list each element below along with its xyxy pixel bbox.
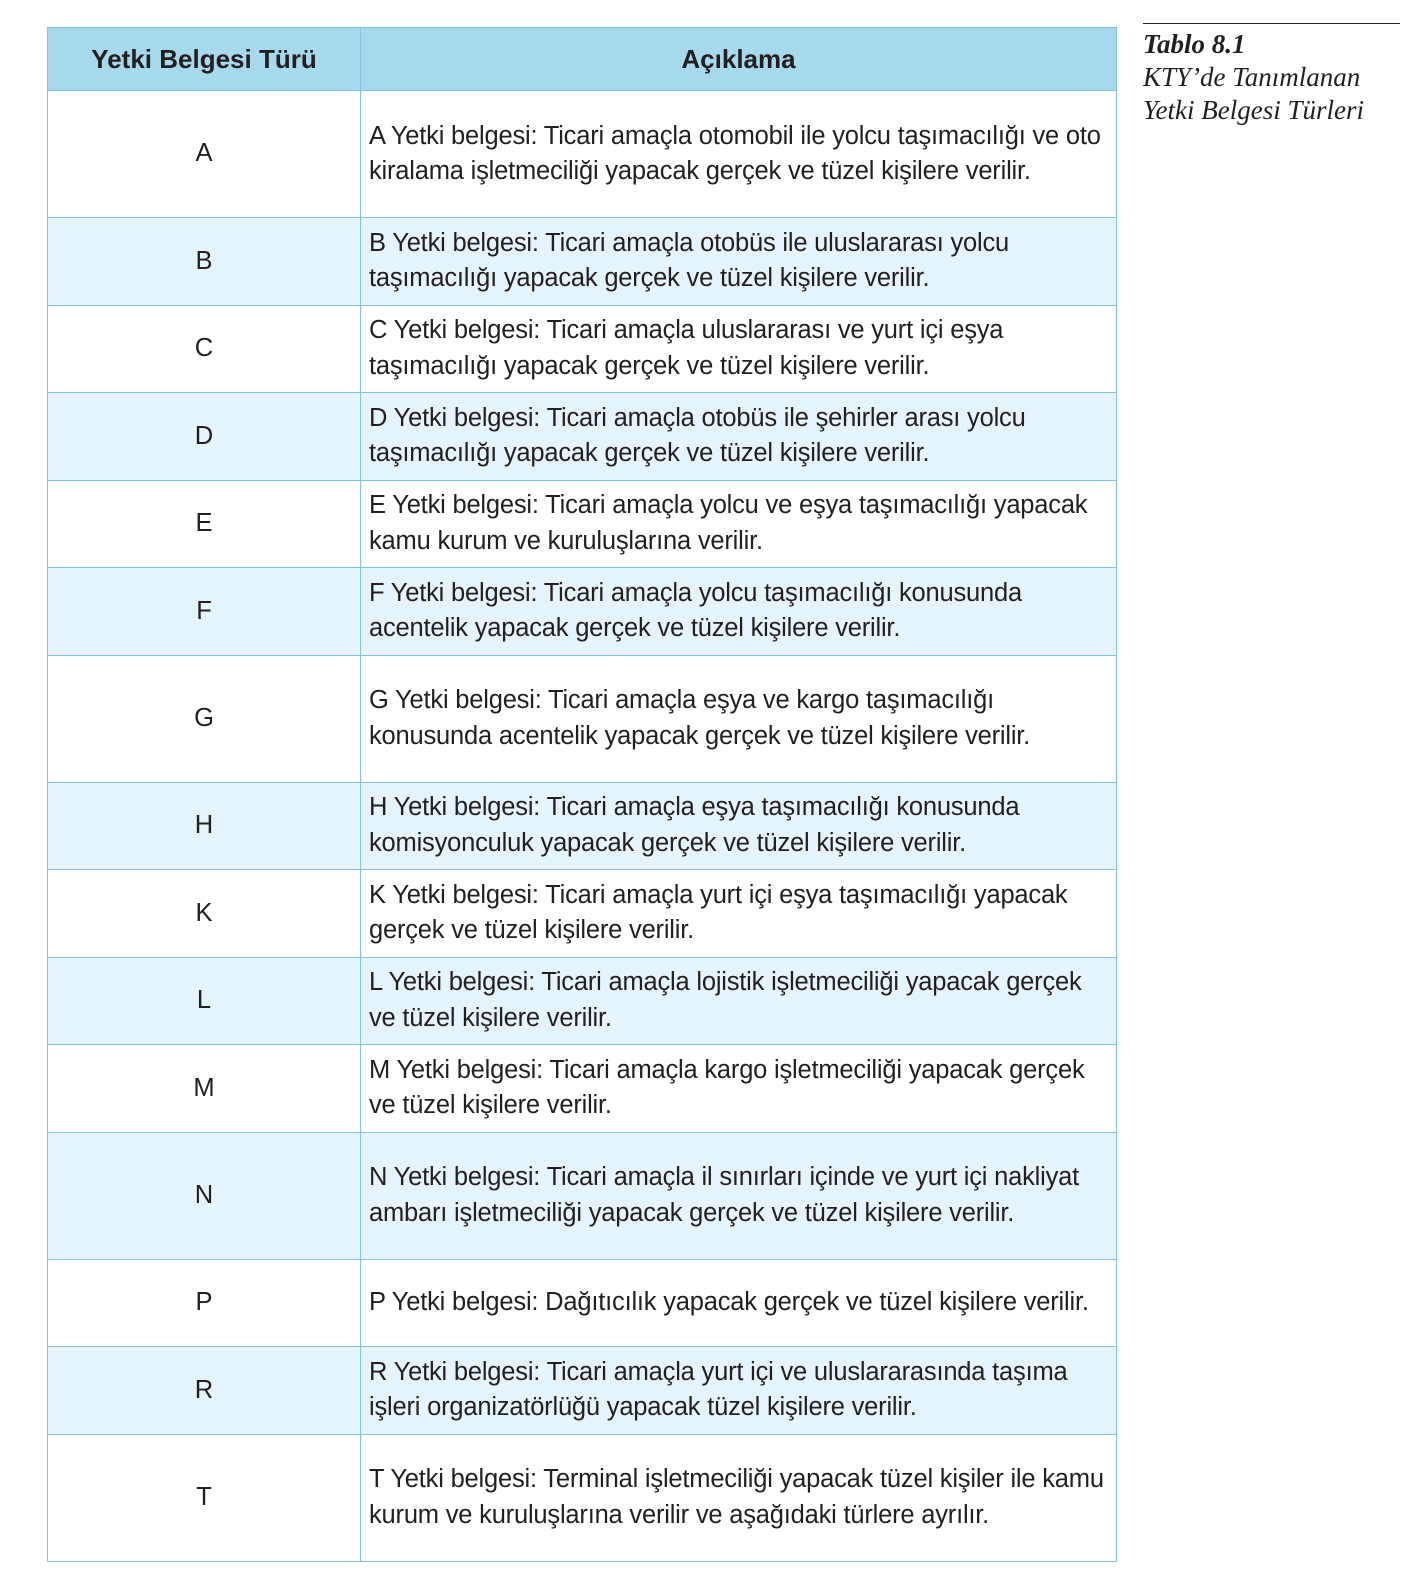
table-row [48, 1132, 1117, 1259]
permit-description-cell: N Yetki belgesi: Ticari amaçla il sınırları içinde ve yurt içi nakliyat ambarı işletmeciliği yapacak gerçek ve tüzel kişilere verilir. [361, 1132, 1117, 1259]
permit-type-cell: N [48, 1132, 361, 1259]
permit-description-cell: D Yetki belgesi: Ticari amaçla otobüs ile şehirler arası yolcu taşımacılığı yapacak gerçek ve tüzel kişilere verilir. [361, 393, 1117, 481]
permit-type-cell: G [48, 655, 361, 782]
permit-description-cell: F Yetki belgesi: Ticari amaçla yolcu taşımacılığı konusunda acentelik yapacak gerçek ve tüzel kişilere verilir. [361, 568, 1117, 656]
permit-description-cell: C Yetki belgesi: Ticari amaçla uluslararası ve yurt içi eşya taşımacılığı yapacak gerçek ve tüzel kişilere verilir. [361, 305, 1117, 393]
permit-description-cell: M Yetki belgesi: Ticari amaçla kargo işletmeciliği yapacak gerçek ve tüzel kişilere verilir. [361, 1045, 1117, 1133]
permit-description-cell: A Yetki belgesi: Ticari amaçla otomobil ile yolcu taşımacılığı ve oto kiralama işletmeciliği yapacak gerçek ve tüzel kişilere verilir. [361, 91, 1117, 218]
permit-type-cell: A [48, 91, 361, 218]
table-row [48, 393, 1117, 481]
permit-description-cell: E Yetki belgesi: Ticari amaçla yolcu ve eşya taşımacılığı yapacak kamu kurum ve kuruluşlarına verilir. [361, 480, 1117, 568]
permit-description-cell: P Yetki belgesi: Dağıtıcılık yapacak gerçek ve tüzel kişilere verilir. [361, 1259, 1117, 1347]
permit-description-cell: T Yetki belgesi: Terminal işletmeciliği yapacak tüzel kişiler ile kamu kurum ve kuruluşlarına verilir ve aşağıdaki türlere ayrılır. [361, 1434, 1117, 1561]
permit-type-cell: P [48, 1259, 361, 1347]
permit-type-cell: B [48, 218, 361, 306]
table-row [48, 568, 1117, 656]
permit-type-cell: T [48, 1434, 361, 1561]
permit-type-cell: R [48, 1347, 361, 1435]
permit-type-cell: K [48, 870, 361, 958]
caption-number: Tablo 8.1 [1143, 29, 1246, 59]
permit-description-cell: R Yetki belgesi: Ticari amaçla yurt içi ve uluslararasında taşıma işleri organizatörlüğü yapacak tüzel kişilere verilir. [361, 1347, 1117, 1435]
permit-type-cell: C [48, 305, 361, 393]
permit-description-cell: H Yetki belgesi: Ticari amaçla eşya taşımacılığı konusunda komisyonculuk yapacak gerçek ve tüzel kişilere verilir. [361, 782, 1117, 870]
table-row [48, 1347, 1117, 1435]
permit-description-cell: K Yetki belgesi: Ticari amaçla yurt içi eşya taşımacılığı yapacak gerçek ve tüzel kişilere verilir. [361, 870, 1117, 958]
column-header-description: Açıklama [361, 28, 1117, 91]
permit-description-cell: B Yetki belgesi: Ticari amaçla otobüs ile uluslararası yolcu taşımacılığı yapacak gerçek ve tüzel kişilere verilir. [361, 218, 1117, 306]
table-row [48, 1259, 1117, 1347]
table-caption [1143, 23, 1400, 127]
table-row [48, 218, 1117, 306]
table-header-row [48, 28, 1117, 91]
permit-type-cell: H [48, 782, 361, 870]
permit-description-cell: G Yetki belgesi: Ticari amaçla eşya ve kargo taşımacılığı konusunda acentelik yapacak gerçek ve tüzel kişilere verilir. [361, 655, 1117, 782]
table-row [48, 870, 1117, 958]
permit-type-cell: L [48, 957, 361, 1045]
table-row [48, 1045, 1117, 1133]
table-row [48, 655, 1117, 782]
table-row [48, 957, 1117, 1045]
table-row [48, 480, 1117, 568]
permit-type-cell: E [48, 480, 361, 568]
caption-title: KTY’de Tanımlanan Yetki Belgesi Türleri [1143, 62, 1364, 125]
column-header-type: Yetki Belgesi Türü [48, 28, 361, 91]
table-row [48, 91, 1117, 218]
permit-type-cell: F [48, 568, 361, 656]
permit-description-cell: L Yetki belgesi: Ticari amaçla lojistik işletmeciliği yapacak gerçek ve tüzel kişilere verilir. [361, 957, 1117, 1045]
table-row [48, 305, 1117, 393]
table-row [48, 1434, 1117, 1561]
permit-type-cell: D [48, 393, 361, 481]
table-row [48, 782, 1117, 870]
permit-type-cell: M [48, 1045, 361, 1133]
permit-types-table [47, 27, 1117, 1562]
